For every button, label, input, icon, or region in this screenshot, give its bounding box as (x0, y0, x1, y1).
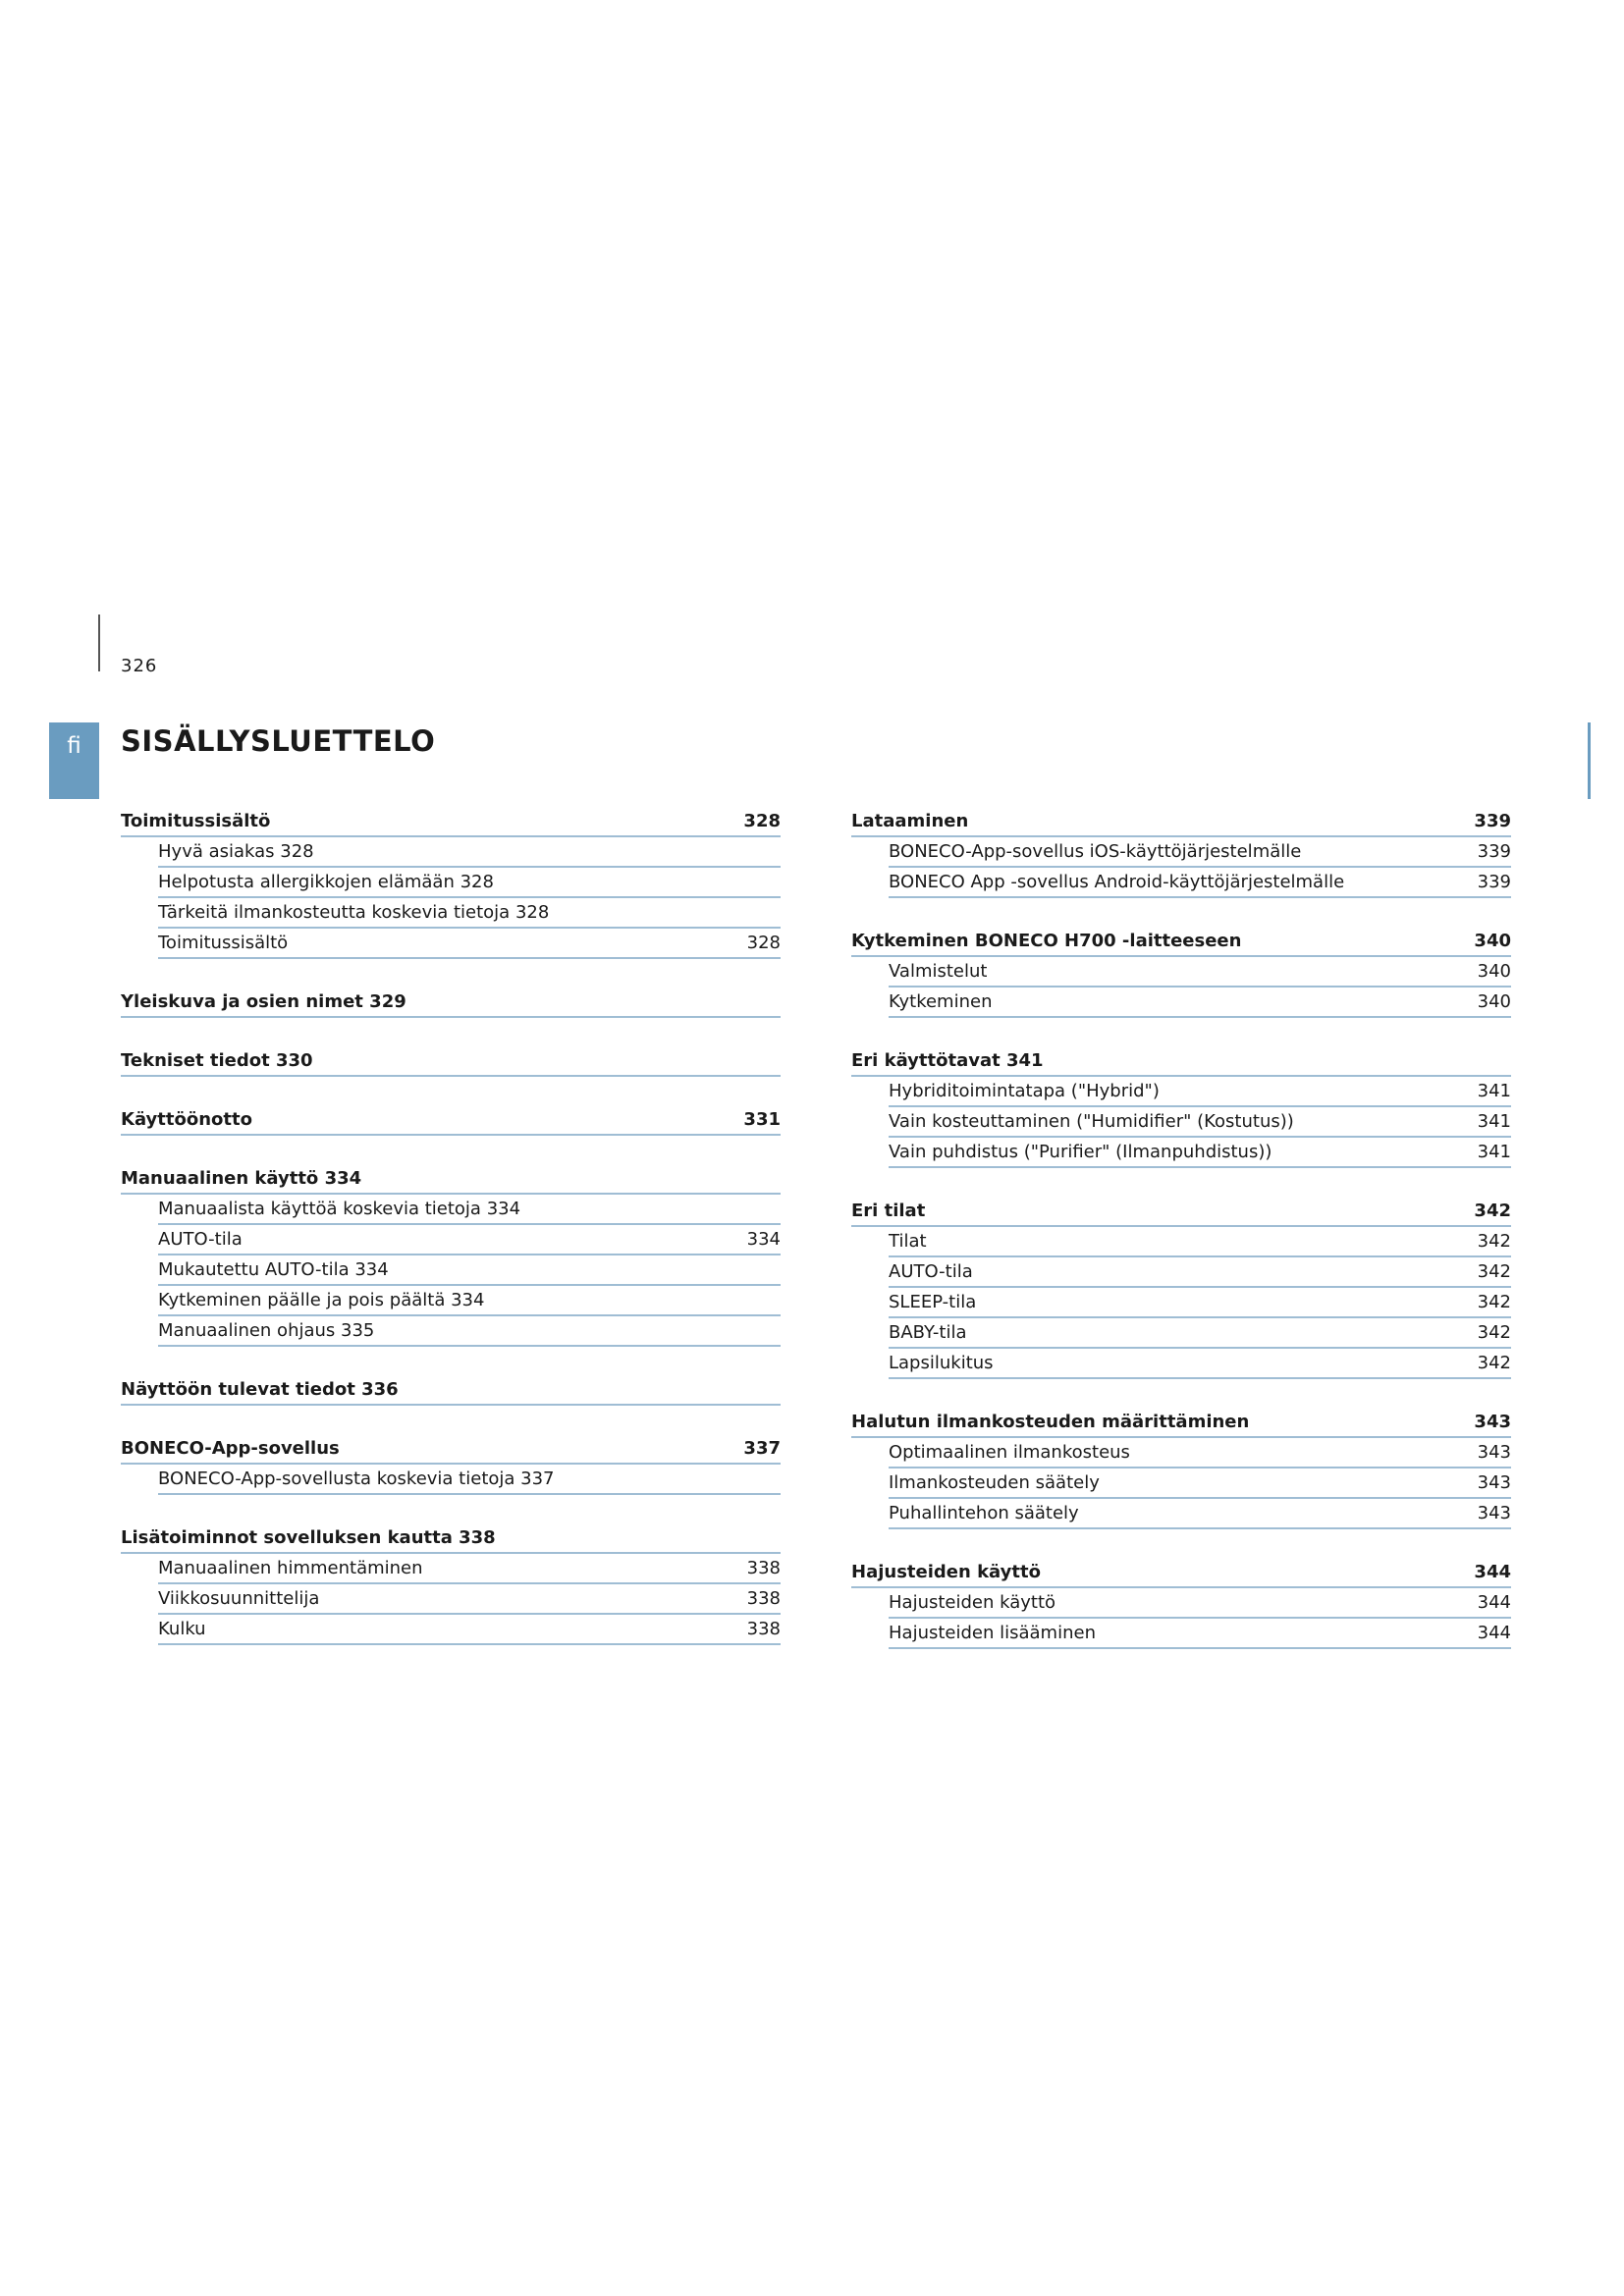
toc-entry[interactable] (158, 1255, 781, 1286)
toc-heading[interactable] (851, 1046, 1511, 1077)
toc-entry[interactable] (158, 1225, 781, 1255)
toc-entry-page-number: 340 (1477, 991, 1511, 1012)
toc-entry-label: Viikkosuunnittelija (158, 1588, 320, 1609)
toc-entry[interactable] (889, 868, 1511, 898)
toc-heading[interactable] (121, 1105, 781, 1136)
toc-entry-label: Manuaalista käyttöä koskevia tietoja 334 (158, 1199, 521, 1219)
toc-entry[interactable] (889, 1619, 1511, 1649)
toc-entry[interactable] (889, 1077, 1511, 1107)
toc-section (851, 1197, 1511, 1379)
toc-entry[interactable] (889, 1499, 1511, 1529)
toc-entry-label: BABY-tila (889, 1322, 967, 1343)
toc-entry-label: Helpotusta allergikkojen elämään 328 (158, 872, 494, 892)
toc-entry[interactable] (158, 1584, 781, 1615)
toc-entry-label: BONECO App -sovellus Android-käyttöjärjestelmälle (889, 872, 1345, 892)
toc-entry[interactable] (889, 1107, 1511, 1138)
toc-entry-label: Toimitussisältö (158, 933, 289, 953)
toc-heading-label: Toimitussisältö (121, 811, 271, 831)
toc-entry-page-number: 328 (746, 933, 781, 953)
toc-heading[interactable] (121, 1434, 781, 1465)
toc-heading[interactable] (851, 927, 1511, 957)
toc-entry[interactable] (889, 1588, 1511, 1619)
toc-heading-page-number: 343 (1474, 1412, 1511, 1432)
toc-heading-label: Yleiskuva ja osien nimet 329 (121, 991, 406, 1012)
toc-entry[interactable] (889, 1318, 1511, 1349)
toc-entry-label: Kulku (158, 1619, 206, 1639)
toc-entry-page-number: 341 (1477, 1081, 1511, 1101)
toc-entry[interactable] (889, 1257, 1511, 1288)
toc-entry-label: Optimaalinen ilmankosteus (889, 1442, 1130, 1463)
toc-entry-page-number: 344 (1477, 1623, 1511, 1643)
crop-mark-left (98, 614, 100, 671)
toc-heading-page-number: 328 (743, 811, 781, 831)
toc-entry-page-number: 338 (746, 1588, 781, 1609)
toc-heading[interactable] (121, 988, 781, 1018)
toc-entry-page-number: 342 (1477, 1353, 1511, 1373)
toc-heading-label: Eri tilat (851, 1201, 926, 1221)
toc-entry-page-number: 341 (1477, 1142, 1511, 1162)
toc-heading[interactable] (121, 1046, 781, 1077)
toc-heading-label: Kytkeminen BONECO H700 -laitteeseen (851, 931, 1242, 951)
toc-entry[interactable] (889, 1138, 1511, 1168)
toc-column-left (121, 807, 781, 1645)
toc-entry[interactable] (158, 1316, 781, 1347)
toc-entry-label: AUTO-tila (158, 1229, 243, 1250)
toc-entry-label: Manuaalinen himmentäminen (158, 1558, 423, 1578)
toc-section (851, 807, 1511, 898)
toc-heading[interactable] (121, 807, 781, 837)
toc-section (121, 1523, 781, 1645)
toc-entry[interactable] (889, 837, 1511, 868)
toc-heading-label: Käyttöönotto (121, 1109, 252, 1130)
toc-entry-label: Lapsilukitus (889, 1353, 994, 1373)
toc-heading-page-number: 342 (1474, 1201, 1511, 1221)
toc-heading-label: Hajusteiden käyttö (851, 1562, 1041, 1582)
toc-entry[interactable] (158, 837, 781, 868)
crop-mark-right (1588, 722, 1591, 799)
toc-section (851, 1408, 1511, 1529)
toc-entry-page-number: 342 (1477, 1261, 1511, 1282)
toc-entry-label: AUTO-tila (889, 1261, 973, 1282)
toc-entry-page-number: 334 (746, 1229, 781, 1250)
toc-entry-page-number: 344 (1477, 1592, 1511, 1613)
toc-heading[interactable] (121, 1523, 781, 1554)
toc-heading-label: Manuaalinen käyttö 334 (121, 1168, 362, 1189)
toc-entry-page-number: 343 (1477, 1442, 1511, 1463)
toc-heading-page-number: 339 (1474, 811, 1511, 831)
toc-entry[interactable] (158, 1465, 781, 1495)
language-tab: fi (49, 722, 99, 799)
toc-entry[interactable] (889, 1288, 1511, 1318)
toc-entry[interactable] (889, 1468, 1511, 1499)
page-number: 326 (121, 656, 158, 676)
toc-section (851, 927, 1511, 1018)
toc-entry-label: Valmistelut (889, 961, 988, 982)
toc-entry-page-number: 343 (1477, 1503, 1511, 1523)
toc-entry-label: BONECO-App-sovellusta koskevia tietoja 337 (158, 1468, 555, 1489)
toc-entry-page-number: 342 (1477, 1322, 1511, 1343)
toc-entry-label: Hybriditoimintatapa ("Hybrid") (889, 1081, 1160, 1101)
toc-section (121, 1434, 781, 1495)
toc-section (121, 1046, 781, 1077)
toc-entry-page-number: 340 (1477, 961, 1511, 982)
page-title: SISÄLLYSLUETTELO (121, 724, 436, 758)
toc-heading-page-number: 331 (743, 1109, 781, 1130)
toc-entry-label: Puhallintehon säätely (889, 1503, 1079, 1523)
toc-heading-label: Lisätoiminnot sovelluksen kautta 338 (121, 1527, 496, 1548)
toc-entry-label: Kytkeminen (889, 991, 993, 1012)
toc-section (121, 807, 781, 959)
toc-heading[interactable] (851, 1408, 1511, 1438)
toc-heading-label: Halutun ilmankosteuden määrittäminen (851, 1412, 1250, 1432)
toc-heading-page-number: 337 (743, 1438, 781, 1459)
toc-heading-label: BONECO-App-sovellus (121, 1438, 340, 1459)
toc-section (851, 1558, 1511, 1649)
toc-entry-page-number: 342 (1477, 1231, 1511, 1252)
toc-heading[interactable] (851, 807, 1511, 837)
toc-heading[interactable] (121, 1375, 781, 1406)
toc-entry-label: Ilmankosteuden säätely (889, 1472, 1100, 1493)
toc-heading-label: Lataaminen (851, 811, 969, 831)
toc-column-right (851, 807, 1511, 1649)
toc-entry[interactable] (158, 929, 781, 959)
toc-entry-label: Vain kosteuttaminen ("Humidifier" (Kostutus)) (889, 1111, 1294, 1132)
toc-entry[interactable] (158, 1615, 781, 1645)
toc-entry-page-number: 343 (1477, 1472, 1511, 1493)
toc-heading-label: Eri käyttötavat 341 (851, 1050, 1044, 1071)
toc-entry-label: Vain puhdistus ("Purifier" (Ilmanpuhdistus)) (889, 1142, 1272, 1162)
toc-heading-page-number: 344 (1474, 1562, 1511, 1582)
toc-entry-page-number: 341 (1477, 1111, 1511, 1132)
toc-entry-label: Tilat (889, 1231, 927, 1252)
toc-entry[interactable] (889, 1227, 1511, 1257)
toc-entry-label: BONECO-App-sovellus iOS-käyttöjärjestelmälle (889, 841, 1302, 862)
toc-entry-label: Manuaalinen ohjaus 335 (158, 1320, 375, 1341)
toc-entry-label: Hyvä asiakas 328 (158, 841, 314, 862)
toc-section (121, 1105, 781, 1136)
toc-entry-label: Hajusteiden käyttö (889, 1592, 1056, 1613)
toc-entry[interactable] (158, 1286, 781, 1316)
toc-entry-label: Mukautettu AUTO-tila 334 (158, 1259, 389, 1280)
toc-entry-page-number: 338 (746, 1619, 781, 1639)
toc-entry[interactable] (889, 957, 1511, 988)
toc-entry-page-number: 339 (1477, 872, 1511, 892)
toc-entry-label: SLEEP-tila (889, 1292, 977, 1312)
toc-heading[interactable] (851, 1197, 1511, 1227)
toc-heading[interactable] (121, 1164, 781, 1195)
toc-entry[interactable] (158, 868, 781, 898)
toc-entry-label: Hajusteiden lisääminen (889, 1623, 1096, 1643)
toc-section (851, 1046, 1511, 1168)
toc-entry[interactable] (889, 1438, 1511, 1468)
toc-entry[interactable] (889, 1349, 1511, 1379)
toc-entry-label: Kytkeminen päälle ja pois päältä 334 (158, 1290, 485, 1310)
toc-heading-label: Tekniset tiedot 330 (121, 1050, 313, 1071)
toc-entry[interactable] (158, 898, 781, 929)
toc-heading-label: Näyttöön tulevat tiedot 336 (121, 1379, 399, 1400)
toc-section (121, 988, 781, 1018)
toc-heading-page-number: 340 (1474, 931, 1511, 951)
toc-entry[interactable] (158, 1554, 781, 1584)
toc-entry-page-number: 342 (1477, 1292, 1511, 1312)
toc-section (121, 1375, 781, 1406)
toc-entry-page-number: 338 (746, 1558, 781, 1578)
toc-entry-label: Tärkeitä ilmankosteutta koskevia tietoja 328 (158, 902, 550, 923)
toc-entry-page-number: 339 (1477, 841, 1511, 862)
toc-entry[interactable] (158, 1195, 781, 1225)
toc-heading[interactable] (851, 1558, 1511, 1588)
toc-section (121, 1164, 781, 1347)
toc-entry[interactable] (889, 988, 1511, 1018)
